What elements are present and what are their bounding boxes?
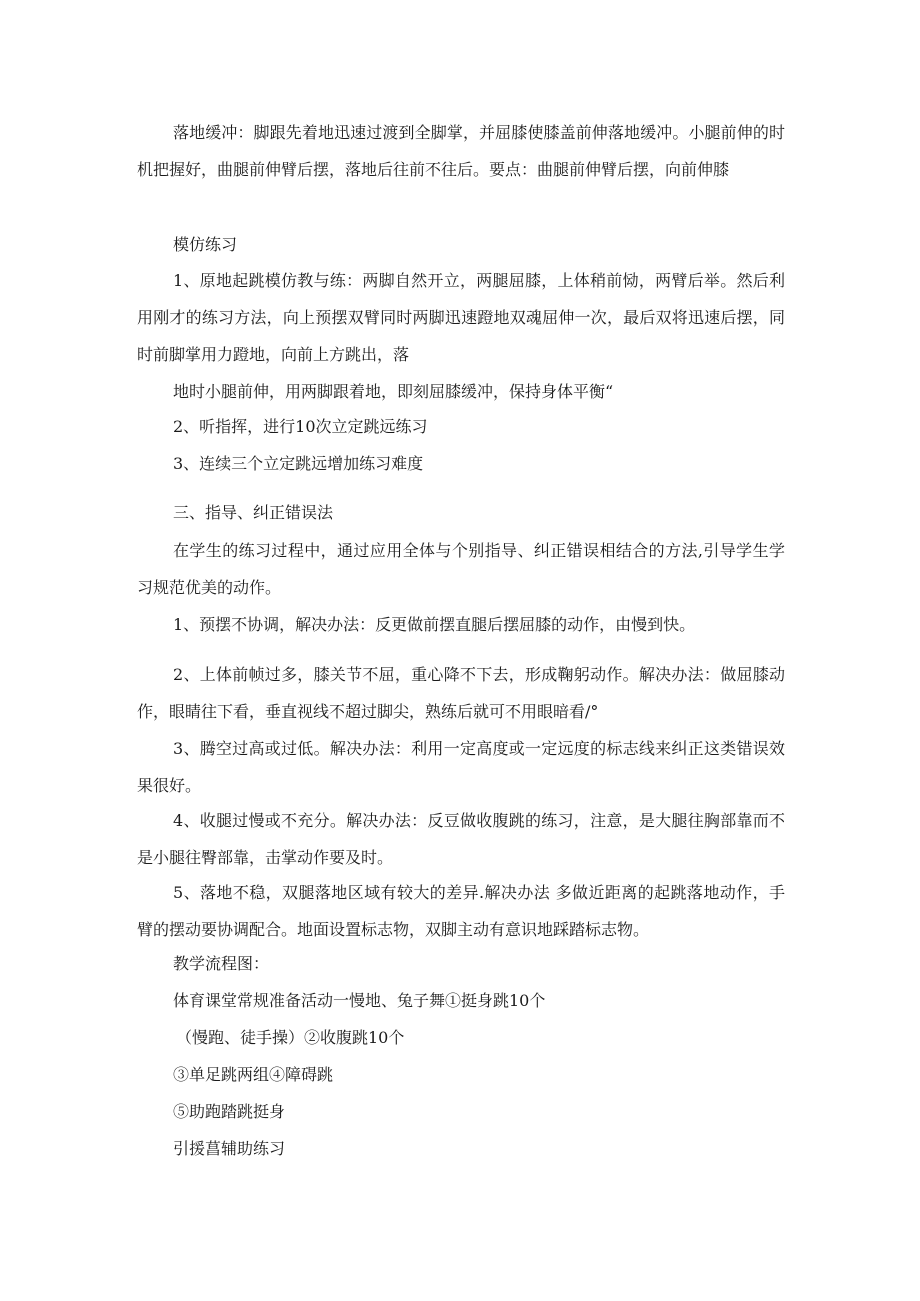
paragraph-error-5: 5、落地不稳，双腿落地区域有较大的差异.解决办法 多做近距离的起跳落地动作，手臂的摆动要协调配合。地面设置标志物，双脚主动有意识地踩踏标志物。: [137, 883, 785, 939]
paragraph-imitation-step-1: 1、原地起跳模仿教与练：两脚自然开立，两腿屈膝，上体稍前恸，两臂后举。然后利用刚才的练习方法，向上预摆双臂同时两脚迅速蹬地双魂屈伸一次，最后双将迅速后摆，同时前脚掌用力蹬地，向前上方跳出，落: [137, 271, 785, 364]
heading-teaching-flowchart: 教学流程图：: [173, 954, 270, 973]
flowchart-line-4: ⑤助跑踏跳挺身: [173, 1102, 286, 1121]
paragraph-landing-buffer: 落地缓冲：脚跟先着地迅速过渡到全脚掌，并屈膝使膝盖前伸落地缓冲。小腿前伸的时机把握好，曲腿前伸臂后摆，落地后往前不往后。要点：曲腿前伸臂后摆，向前伸膝: [137, 123, 785, 179]
heading-guidance-correction: 三、指导、纠正错误法: [173, 503, 334, 522]
paragraph-error-1: 1、预摆不协调，解决办法：反更做前摆直腿后摆屈膝的动作，由慢到快。: [173, 615, 696, 634]
paragraph-error-2: 2、上体前帧过多，膝关节不屈，重心降不下去，形成鞠躬动作。解决办法：做屈膝动作，眼睛往下看，垂直视线不超过脚尖，熟练后就可不用眼暗看/°: [137, 665, 785, 721]
paragraph-imitation-step-2: 2、听指挥，进行10次立定跳远练习: [173, 417, 428, 436]
paragraph-error-3: 3、腾空过高或过低。解决办法：利用一定高度或一定远度的标志线来纠正这类错误效果很好。: [137, 739, 785, 795]
flowchart-line-3: ③单足跳两组④障碍跳: [173, 1065, 334, 1084]
paragraph-imitation-step-3: 3、连续三个立定跳远增加练习难度: [173, 454, 424, 473]
flowchart-line-2: （慢跑、徒手操）②收腹跳10个: [176, 1028, 405, 1047]
paragraph-guidance-intro: 在学生的练习过程中，通过应用全体与个别指导、纠正错误相结合的方法,引导学生学习规范优美的动作。: [137, 541, 785, 597]
flowchart-line-1: 体育课堂常规准备活动一慢地、兔子舞①挺身跳10个: [173, 991, 546, 1010]
heading-imitation-practice: 模仿练习: [173, 235, 238, 254]
paragraph-imitation-step-1-continued: 地时小腿前伸，用两脚跟着地，即刻屈膝缓冲，保持身体平衡“: [173, 382, 614, 401]
flowchart-line-5: 引援菖辅助练习: [173, 1139, 286, 1158]
paragraph-error-4: 4、收腿过慢或不充分。解决办法：反豆做收腹跳的练习，注意，是大腿往胸部靠而不是小腿往臀部靠，击掌动作要及时。: [137, 811, 785, 867]
